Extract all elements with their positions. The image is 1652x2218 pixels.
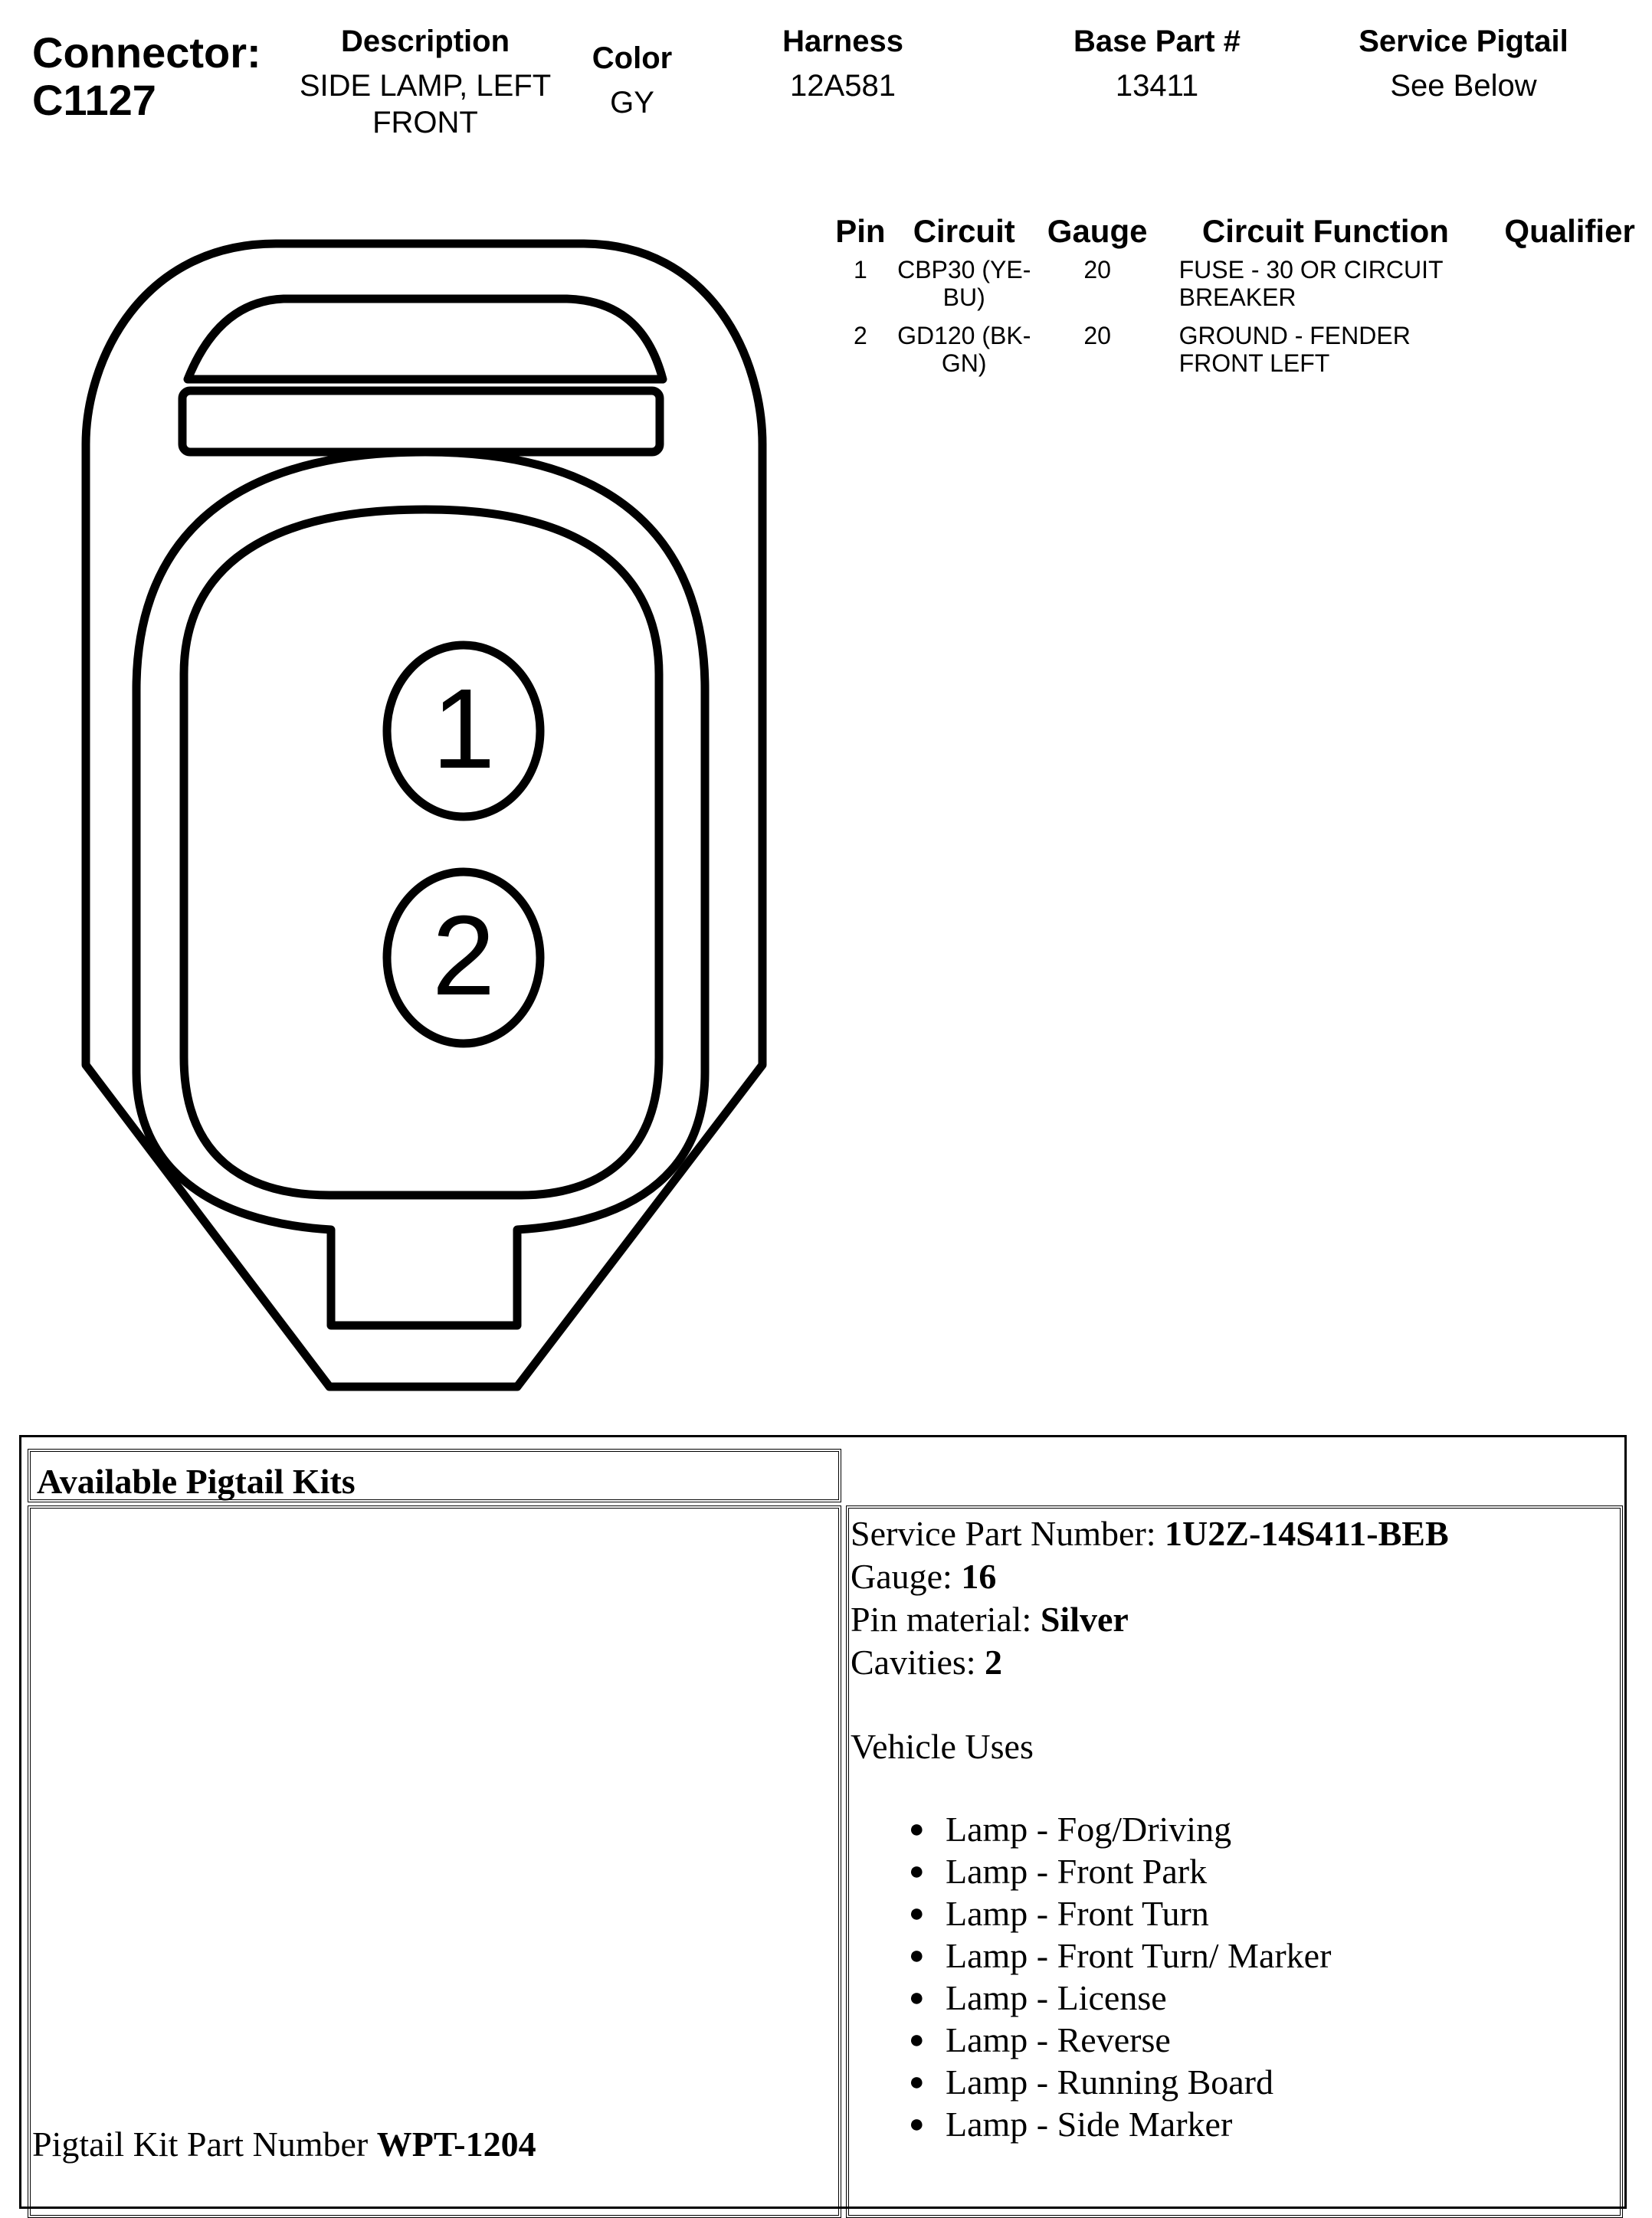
- list-item: [851, 1935, 1449, 1977]
- cavities-label: Cavities:: [851, 1643, 985, 1682]
- function-line2: BREAKER: [1178, 283, 1296, 311]
- color-value: GY: [610, 86, 654, 120]
- function-line1: FUSE - 30 OR CIRCUIT: [1178, 256, 1444, 283]
- kit-part-number: [32, 2124, 536, 2164]
- qualifier-header: Qualifier: [1504, 213, 1635, 249]
- vehicle-uses-title: Vehicle Uses: [851, 1727, 1034, 1766]
- circuit-line1: CBP30 (YE-: [897, 256, 1031, 283]
- vehicle-use-label: Lamp - Front Park: [946, 1852, 1208, 1891]
- function-header: Circuit Function: [1201, 213, 1449, 249]
- harness-value: 12A581: [790, 69, 896, 103]
- description-value-line2: FRONT: [372, 106, 478, 139]
- pin-number: 1: [853, 256, 867, 283]
- bullet-icon: ●: [909, 1941, 925, 1970]
- service-part-label: Service Part Number:: [851, 1514, 1165, 1553]
- list-item: [851, 2019, 1449, 2061]
- latch-cap: [188, 299, 663, 379]
- latch-bar: [182, 391, 660, 452]
- bullet-icon: ●: [909, 2026, 925, 2054]
- pigtail-kits-title: Available Pigtail Kits: [28, 1449, 841, 1502]
- function-line2: FRONT LEFT: [1178, 349, 1330, 377]
- circuit-line2: BU): [942, 283, 985, 311]
- description-value-line1: SIDE LAMP, LEFT: [299, 69, 552, 103]
- connector-id: C1127: [32, 76, 156, 124]
- kit-part-value: WPT-1204: [376, 2125, 536, 2164]
- gauge-header: Gauge: [1047, 213, 1148, 249]
- pin-material-value: Silver: [1040, 1600, 1129, 1639]
- vehicle-use-label: Lamp - Running Board: [946, 2062, 1273, 2102]
- kit-part-label: Pigtail Kit Part Number: [32, 2125, 377, 2164]
- vehicle-uses-list: [851, 1808, 1449, 2145]
- pin-1-label: 1: [431, 666, 496, 792]
- list-item: [851, 2061, 1449, 2103]
- pin-header: Pin: [835, 213, 886, 249]
- service-pigtail-label: Service Pigtail: [1359, 25, 1568, 58]
- list-item: [851, 1892, 1449, 1935]
- service-part-row: [851, 1512, 1449, 1555]
- pin-cavity: [184, 509, 659, 1195]
- vehicle-use-label: Lamp - Fog/Driving: [946, 1810, 1232, 1849]
- vehicle-use-label: Lamp - Side Marker: [946, 2105, 1233, 2144]
- pin-number: 2: [853, 322, 867, 349]
- harness-label: Harness: [782, 25, 903, 58]
- pin-2-label: 2: [431, 893, 496, 1019]
- base-part-value: 13411: [1115, 69, 1199, 103]
- cavities-value: 2: [985, 1643, 1003, 1682]
- gauge-label: Gauge:: [851, 1557, 962, 1596]
- vehicle-use-label: Lamp - License: [946, 1978, 1167, 2017]
- vehicle-use-label: Lamp - Reverse: [946, 2020, 1171, 2059]
- bullet-icon: ●: [909, 2110, 925, 2138]
- list-item: [851, 1850, 1449, 1892]
- bullet-icon: ●: [909, 1899, 925, 1928]
- list-item: [851, 1977, 1449, 2019]
- kit-image-area: [28, 1505, 841, 2218]
- base-part-label: Base Part #: [1073, 25, 1241, 58]
- pin-material-label: Pin material:: [851, 1600, 1041, 1639]
- service-pigtail-value: See Below: [1390, 69, 1537, 103]
- gauge-value: 16: [961, 1557, 997, 1596]
- description-label: Description: [340, 25, 510, 58]
- bullet-icon: ●: [909, 1984, 925, 2012]
- pin-material-row: [851, 1598, 1449, 1641]
- gauge-cell: 20: [1083, 256, 1111, 283]
- bullet-icon: ●: [909, 2068, 925, 2096]
- vehicle-use-label: Lamp - Front Turn: [946, 1894, 1209, 1933]
- color-label: Color: [592, 41, 673, 75]
- service-part-value: 1U2Z-14S411-BEB: [1165, 1514, 1449, 1553]
- connector-label: Connector:: [32, 28, 261, 77]
- bullet-icon: ●: [909, 1857, 925, 1885]
- gauge-row: [851, 1555, 1449, 1598]
- bullet-icon: ●: [909, 1815, 925, 1843]
- kit-details: [851, 1512, 1449, 2145]
- circuit-header: Circuit: [913, 213, 1015, 249]
- list-item: [851, 2103, 1449, 2145]
- list-item: [851, 1808, 1449, 1850]
- gauge-cell: 20: [1083, 322, 1111, 349]
- function-line1: GROUND - FENDER: [1178, 322, 1411, 349]
- circuit-line1: GD120 (BK-: [897, 322, 1031, 349]
- circuit-line2: GN): [941, 349, 987, 377]
- cavities-row: [851, 1641, 1449, 1684]
- vehicle-use-label: Lamp - Front Turn/ Marker: [946, 1936, 1332, 1975]
